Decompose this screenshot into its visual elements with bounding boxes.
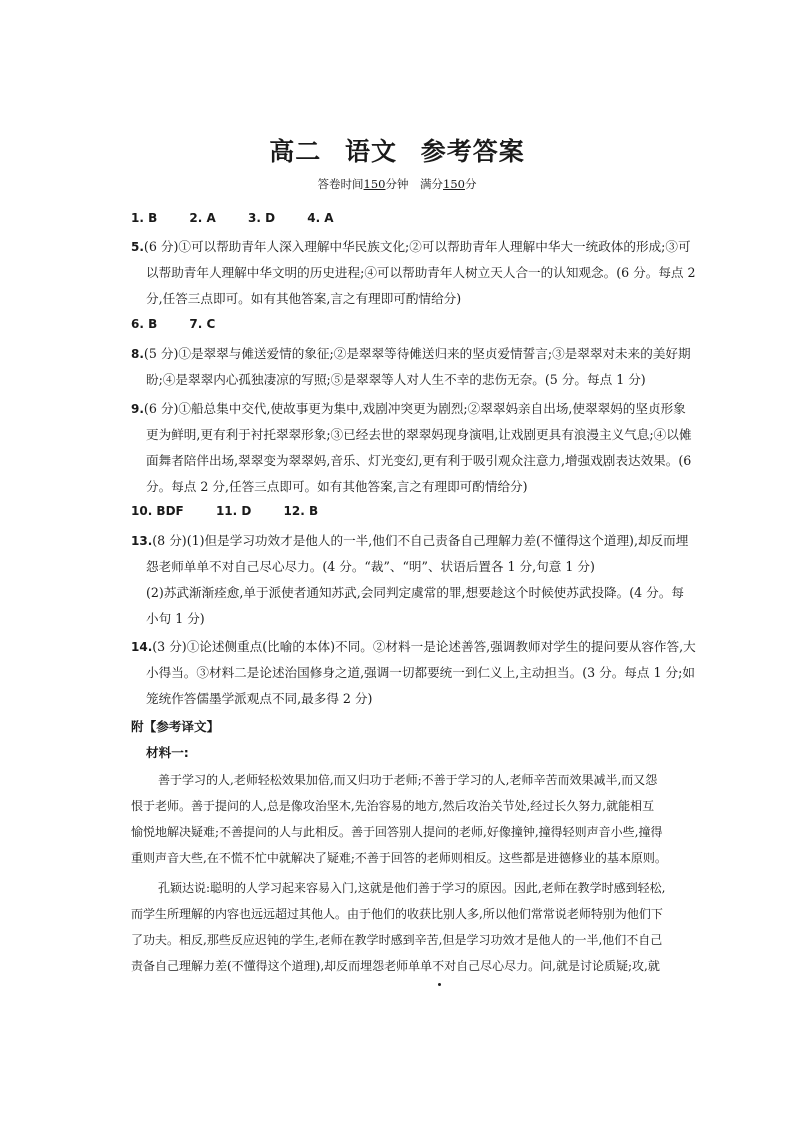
q5-line-2: 以帮助青年人理解中华文明的历史进程;④可以帮助青年人树立天人合一的认知观念。(6 分。每点 2 bbox=[146, 265, 696, 280]
appendix-heading: 附【参考译文】 bbox=[131, 719, 220, 734]
translation-line-3: 愉悦地解决疑难;不善提问的人与此相反。善于回答别人提问的老师,好像撞钟,撞得轻则声音小些,撞得 bbox=[131, 825, 663, 839]
answer-2: 2. A bbox=[189, 211, 216, 225]
q14-number: 14. bbox=[131, 640, 153, 654]
q9-number: 9. bbox=[131, 402, 144, 416]
q9-line-3: 面舞者陪伴出场,翠翠变为翠翠妈,音乐、灯光变幻,更有利于吸引观众注意力,增强戏剧表达效果。(6 bbox=[146, 453, 692, 468]
q5-line-3: 分,任答三点即可。如有其他答案,言之有理即可酌情给分) bbox=[146, 291, 462, 306]
translation-line-6: 而学生所理解的内容也远远超过其他人。由于他们的收获比别人多,所以他们常常说老师特别为他们下 bbox=[131, 907, 663, 921]
mc-answers-10-12 bbox=[131, 504, 346, 518]
mc-answers-6-7 bbox=[131, 317, 243, 331]
q13-line-2: 怨老师单单不对自己尽心尽力。(4 分。“裁”、“明”、状语后置各 1 分,句意 1 分) bbox=[146, 559, 595, 574]
q5-line-1: 5.(6 分)①可以帮助青年人深入理解中华民族文化;②可以帮助青年人理解中华大一统政体的形成;③可 bbox=[131, 239, 691, 254]
q8-line-1: 8.(5 分)①是翠翠与傩送爱情的象征;②是翠翠等待傩送归来的坚贞爱情誓言;③是翠翠对未来的美好期 bbox=[131, 346, 691, 361]
translation-line-7: 了功夫。相反,那些反应迟钝的学生,老师在教学时感到辛苦,但是学习功效才是他人的一半,他们不自己 bbox=[131, 933, 663, 947]
translation-line-1: 善于学习的人,老师轻松效果加倍,而又归功于老师;不善于学习的人,老师辛苦而效果减半,而又怨 bbox=[158, 773, 658, 787]
material-1-label: 材料一: bbox=[146, 745, 189, 760]
translation-line-2: 恨于老师。善于提问的人,总是像攻治坚木,先治容易的地方,然后攻治关节处,经过长久努力,就能相互 bbox=[131, 799, 655, 813]
translation-line-4: 重则声音大些,在不慌不忙中就解决了疑难;不善于回答的老师则相反。这些都是进德修业的基本原则。 bbox=[131, 851, 667, 865]
title-grade: 高二 bbox=[269, 137, 322, 166]
q9-line-1: 9.(6 分)①船总集中交代,使故事更为集中,戏剧冲突更为剧烈;②翠翠妈亲自出场,使翠翠妈的坚贞形象 bbox=[131, 401, 686, 416]
q9-line-4: 分。每点 2 分,任答三点即可。如有其他答案,言之有理即可酌情给分) bbox=[146, 479, 528, 494]
answer-12: 12. B bbox=[283, 504, 319, 518]
answer-3: 3. D bbox=[247, 211, 276, 225]
q13-line-1: 13.(8 分)(1)但是学习功效才是他人的一半,他们不自己责备自己理解力差(不懂得这个道理),却反而埋 bbox=[131, 533, 689, 548]
answer-7: 7. C bbox=[189, 317, 216, 331]
answer-1: 1. B bbox=[131, 211, 158, 225]
q13-line-3: (2)苏武渐渐痊愈,单于派使者通知苏武,会同判定虞常的罪,想要趁这个时候使苏武投降。(4 分。每 bbox=[146, 585, 684, 600]
q14-line-1: 14.(3 分)①论述侧重点(比喻的本体)不同。②材料一是论述善答,强调教师对学生的提问要从容作答,大 bbox=[131, 639, 696, 654]
q14-line-2: 小得当。③材料二是论述治国修身之道,强调一切都要统一到仁义上,主动担当。(3 分。每点 1 分;如 bbox=[146, 665, 695, 680]
q9-line-2: 更为鲜明,更有利于衬托翠翠形象;③已经去世的翠翠妈现身演唱,让戏剧更具有浪漫主义气息;④以傩 bbox=[146, 427, 692, 442]
q13-line-4: 小句 1 分) bbox=[146, 611, 205, 626]
q14-line-3: 笼统作答儒墨学派观点不同,最多得 2 分) bbox=[146, 691, 373, 706]
answer-6: 6. B bbox=[131, 317, 158, 331]
page-title bbox=[0, 132, 794, 168]
q8-line-2: 盼;④是翠翠内心孤独凄凉的写照;⑤是翠翠等人对人生不幸的悲伤无奈。(5 分。每点 1 分) bbox=[146, 372, 646, 387]
q5-number: 5. bbox=[131, 240, 144, 254]
translation-line-8: 责备自己理解力差(不懂得这个道理),却反而埋怨老师单单不对自己尽心尽力。问,就是讨论质疑;攻,就 bbox=[131, 959, 660, 973]
q13-number: 13. bbox=[131, 534, 153, 548]
translation-line-5: 孔颖达说:聪明的人学习起来容易入门,这就是他们善于学习的原因。因此,老师在教学时感到轻松, bbox=[158, 881, 666, 895]
title-subject: 语文 bbox=[344, 137, 397, 166]
page-mark bbox=[438, 983, 441, 986]
q8-number: 8. bbox=[131, 347, 144, 361]
title-answer: 参考答案 bbox=[420, 137, 525, 166]
answer-4: 4. A bbox=[307, 211, 334, 225]
exam-info bbox=[0, 176, 794, 192]
exam-score-value: 150 bbox=[443, 177, 465, 191]
exam-time-value: 150 bbox=[363, 177, 386, 191]
exam-time-label: 答卷时间 bbox=[317, 177, 364, 191]
answer-11: 11. D bbox=[215, 504, 252, 518]
exam-score-label: 分钟 满分 bbox=[385, 177, 443, 191]
mc-answers-1-4 bbox=[131, 211, 362, 225]
answer-10: 10. BDF bbox=[131, 504, 184, 518]
exam-score-unit: 分 bbox=[464, 177, 477, 191]
